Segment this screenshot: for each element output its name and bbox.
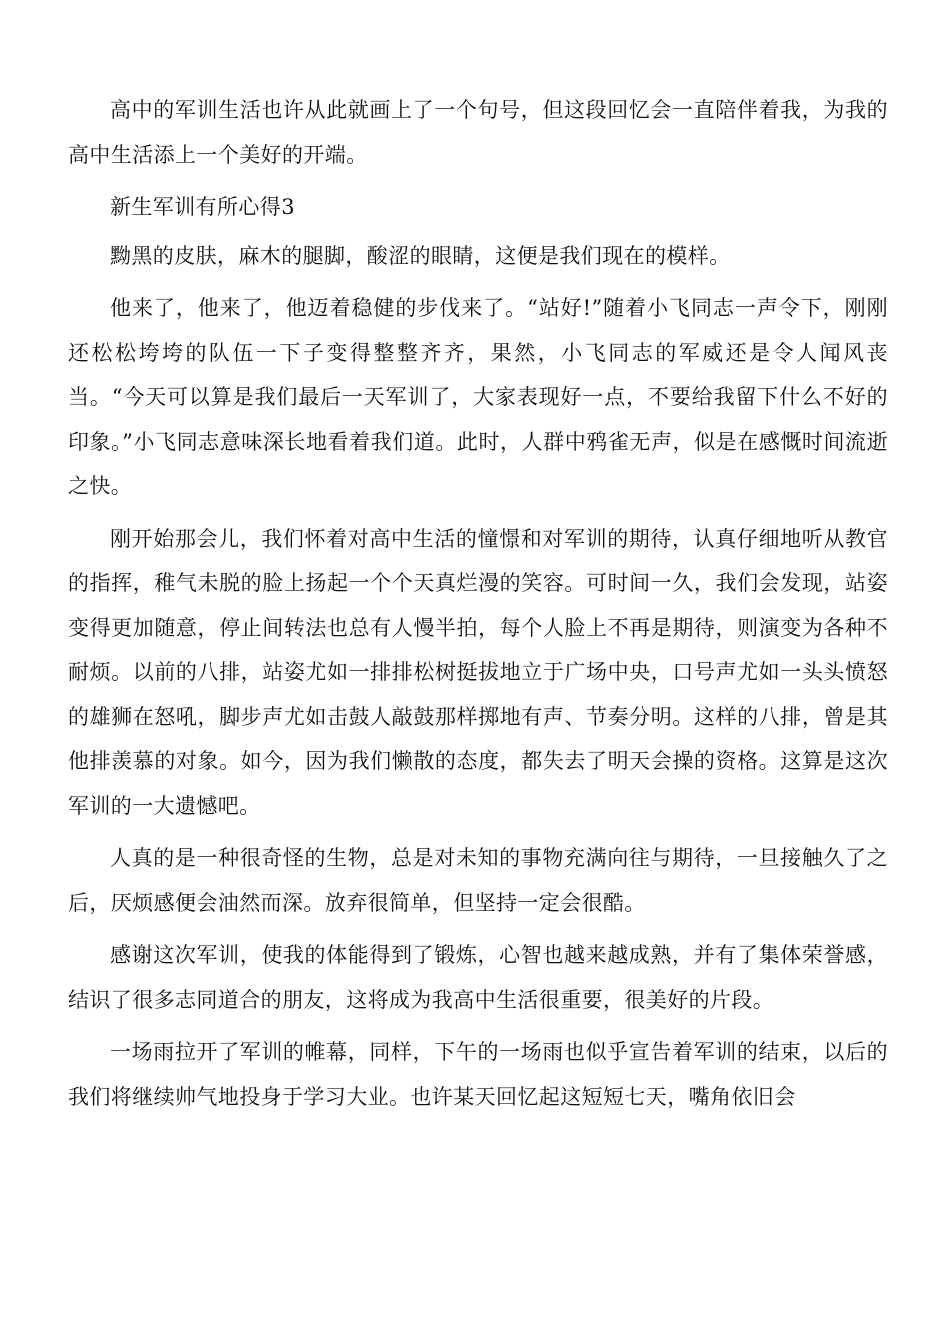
document-page (68, 88, 888, 1127)
paragraph-appearance: 黝黑的皮肤，麻木的腿脚，酸涩的眼睛，这便是我们现在的模样。 (110, 243, 731, 268)
section-heading: 新生军训有所心得3 (110, 195, 295, 219)
paragraph-human-nature: 人真的是一种很奇怪的生物，总是对未知的事物充满向往与期待，一旦接触久了之后，厌烦感便会油然而深。放弃很简单，但坚持一定会很酷。 (68, 846, 888, 915)
paragraph-beginning-reflection: 刚开始那会儿，我们怀着对高中生活的憧憬和对军训的期待，认真仔细地听从教官的指挥，稚气未脱的脸上扬起一个个天真烂漫的笑容。可时间一久，我们会发现，站姿变得更加随意，停止间转法也总有人慢半拍，每个人脸上不再是期待，则演变为各种不耐烦。以前的八排，站姿尤如一排排松树挺拔地立于广场中央，口号声尤如一头头愤怒的雄狮在怒吼，脚步声尤如击鼓人敲鼓那样掷地有声、节奏分明。这样的八排，曾是其他排羡慕的对象。如今，因为我们懒散的态度，都失去了明天会操的资格。这算是这次军训的一大遗憾吧。 (68, 526, 888, 818)
paragraph-closing-memory: 高中的军训生活也许从此就画上了一个句号，但这段回忆会一直陪伴着我，为我的高中生活添上一个美好的开端。 (68, 98, 888, 167)
paragraph-rain-ending: 一场雨拉开了军训的帷幕，同样，下午的一场雨也似乎宣告着军训的结束，以后的我们将继续帅气地投身于学习大业。也许某天回忆起这短短七天，嘴角依旧会 (68, 1040, 888, 1109)
paragraph-instructor-arrives: 他来了，他来了，他迈着稳健的步伐来了。“站好!”随着小飞同志一声令下，刚刚还松松垮垮的队伍一下子变得整整齐齐，果然，小飞同志的军威还是令人闻风丧当。“今天可以算是我们最后一天军训了，大家表现好一点，不要给我留下什么不好的印象。”小飞同志意味深长地看着我们道。此时，人群中鸦雀无声，似是在感慨时间流逝之快。 (68, 296, 888, 498)
paragraph-gratitude: 感谢这次军训，使我的体能得到了锻炼，心智也越来越成熟，并有了集体荣誉感，结识了很多志同道合的朋友，这将成为我高中生活很重要，很美好的片段。 (68, 943, 888, 1012)
